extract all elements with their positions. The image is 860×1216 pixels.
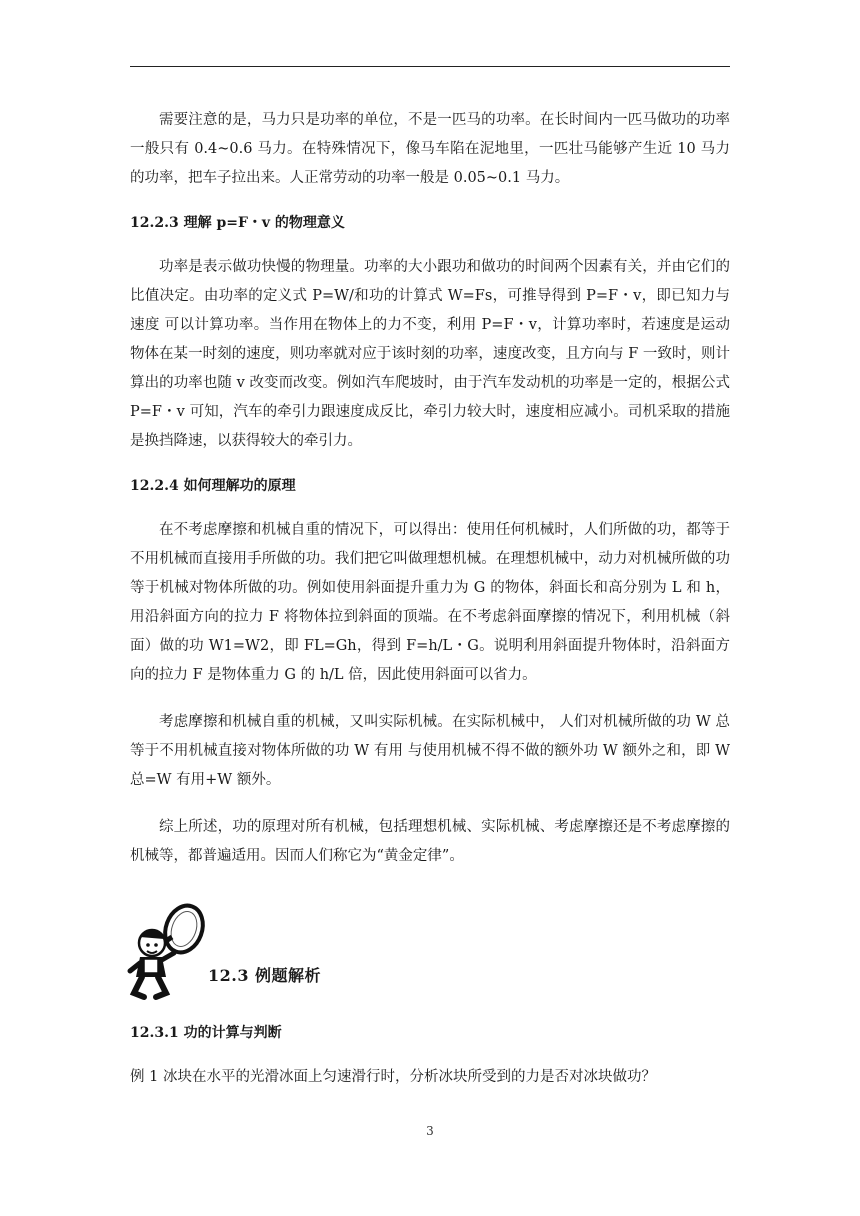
section-header-12-3 [130, 901, 730, 1021]
section-title-12-3: 12.3 例题解析 [208, 966, 322, 985]
example-1-question: 例 1 冰块在水平的光滑冰面上匀速滑行时，分析冰块所受到的力是否对冰块做功？ [130, 1069, 656, 1085]
paragraph-horsepower-note: 需要注意的是，马力只是功率的单位，不是一匹马的功率。在长时间内一匹马做功的功率一般只有 0.4~0.6 马力。在特殊情况下，像马车陷在泥地里，一匹壮马能够产生近 10 马力的功率，把车子拉出来。人正常劳动的功率一般是 0.05~0.1 马力。 [130, 112, 730, 186]
paragraph-power-meaning: 功率是表示做功快慢的物理量。功率的大小跟功和做功的时间两个因素有关，并由它们的比值决定。由功率的定义式 P=W/和功的计算式 W=Fs，可推导得到 P=F・v，即已知力与速度 可以计算功率。当作用在物体上的力不变，利用 P=F・v，计算功率时，若速度是运动物体在某一时刻的速度，则功率就对应于该时刻的功率，速度改变，且方向与 F 一致时，则计算出的功率也随 v 改变而改变。例如汽车爬坡时，由于汽车发动机的功率是一定的，根据公式 P=F・v 可知，汽车的牵引力跟速度成反比，牵引力较大时，速度相应减小。司机采取的措施是换挡降速，以获得较大的牵引力。 [130, 259, 730, 449]
page-number: 3 [426, 1124, 434, 1138]
subheading-12-3-1: 12.3.1 功的计算与判断 [130, 1025, 282, 1041]
paragraph-ideal-machine: 在不考虑摩擦和机械自重的情况下，可以得出：使用任何机械时，人们所做的功，都等于不用机械而直接用手所做的功。我们把它叫做理想机械。在理想机械中，动力对机械所做的功等于机械对物体所做的功。例如使用斜面提升重力为 G 的物体，斜面长和高分别为 L 和 h，用沿斜面方向的拉力 F 将物体拉到斜面的顶端。在不考虑斜面摩擦的情况下，利用机械（斜面）做的功 W1=W2，即 FL=Gh，得到 F=h/L・G。说明利用斜面提升物体时，沿斜面方向的拉力 F 是物体重力 G 的 h/L 倍，因此使用斜面可以省力。 [130, 522, 730, 683]
paragraph-golden-law: 综上所述，功的原理对所有机械，包括理想机械、实际机械、考虑摩擦还是不考虑摩擦的机械等，都普遍适用。因而人们称它为“黄金定律”。 [130, 819, 730, 864]
subheading-12-2-4: 12.2.4 如何理解功的原理 [130, 478, 296, 494]
mascot-with-magnifier-icon [126, 901, 212, 1001]
page-content [130, 106, 730, 1092]
paragraph-real-machine: 考虑摩擦和机械自重的机械，又叫实际机械。在实际机械中， 人们对机械所做的功 W 总等于不用机械直接对物体所做的功 W 有用 与使用机械不得不做的额外功 W 额外之和，即 W 总=W 有用+W 额外。 [130, 714, 730, 788]
header-rule [130, 66, 730, 67]
subheading-12-2-3: 12.2.3 理解 p=F・v 的物理意义 [130, 215, 345, 231]
